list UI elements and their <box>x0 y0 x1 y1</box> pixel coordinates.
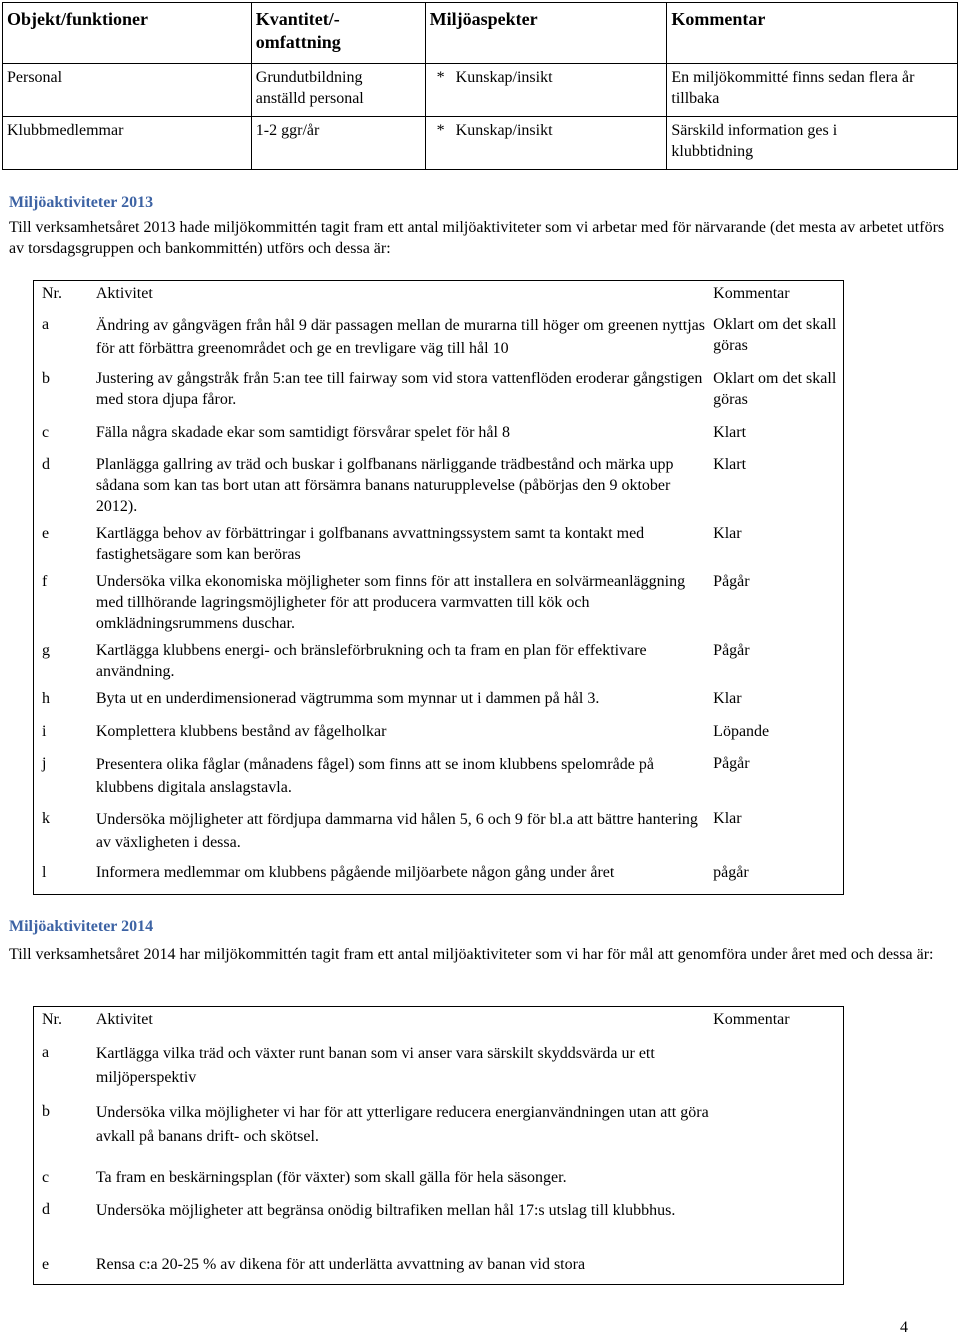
row-aktivitet: Presentera olika fåglar (månadens fågel) som finns att se inom klubbens spelområde på klubbens digitala anslagstavla. <box>95 755 654 796</box>
cell-kvantitet: 1-2 ggr/år <box>251 117 425 170</box>
header-kommentar: Kommentar <box>713 1011 790 1028</box>
asterisk-bullet: * <box>436 122 445 139</box>
page-number: 4 <box>900 1319 908 1336</box>
row-aktivitet: Informera medlemmar om klubbens pågående miljöarbete någon gång under året <box>95 863 615 881</box>
row-kommentar: Klart <box>713 423 747 441</box>
row-aktivitet: Byta ut en underdimensionerad vägtrumma som mynnar ut i dammen på hål 3. <box>95 689 600 707</box>
row-nr: b <box>42 1102 50 1120</box>
table-row <box>34 1199 844 1254</box>
table-row <box>34 753 844 808</box>
header-aktivitet: Aktivitet <box>95 1011 153 1028</box>
row-nr: f <box>42 572 48 590</box>
table-row <box>34 688 844 721</box>
row-kommentar: Löpande <box>713 722 770 740</box>
table-row <box>34 808 844 862</box>
row-nr: k <box>42 809 50 827</box>
row-kommentar: Pågår <box>713 641 750 659</box>
row-aktivitet: Undersöka möjligheter att fördjupa dammarna vid hålen 5, 6 och 9 för bl.a att bättre hantering av växligheten i dessa. <box>95 810 698 851</box>
row-nr: c <box>42 1168 50 1186</box>
aspekt-text: Kunskap/insikt <box>455 69 553 86</box>
header-objekt: Objekt/funktioner <box>3 3 252 64</box>
row-kommentar: Oklart om det skall göras <box>713 369 837 408</box>
row-nr: d <box>42 1200 50 1218</box>
row-nr: e <box>42 524 50 542</box>
aspects-row-klubbmedlemmar <box>3 117 958 170</box>
table-row <box>34 1254 844 1285</box>
row-nr: e <box>42 1255 50 1273</box>
row-aktivitet: Justering av gångstråk från 5:an tee till fairway som vid stora vattenflöden eroderar gångstigen med stora djupa fåror. <box>95 369 703 408</box>
header-kommentar: Kommentar <box>667 3 958 64</box>
cell-objekt: Klubbmedlemmar <box>3 117 252 170</box>
aspects-header-row <box>3 3 958 64</box>
row-aktivitet: Undersöka möjligheter att begränsa onödig biltrafiken mellan hål 17:s utslag till klubbhus. <box>95 1201 676 1219</box>
table-row <box>34 1167 844 1199</box>
section-intro-2013: Till verksamhetsåret 2013 hade miljökommittén tagit fram ett antal miljöaktiviteter som vi arbetar med för närvarande (det mesta av arbetet utförs av torsdagsgruppen och bankommittén) utförs och dessa är: <box>9 219 945 257</box>
header-kvantitet: Kvantitet/- omfattning <box>251 3 425 64</box>
header-nr: Nr. <box>42 285 62 302</box>
row-kommentar <box>713 1199 843 1254</box>
row-nr: l <box>42 863 47 881</box>
row-nr: a <box>42 315 50 333</box>
row-nr: i <box>42 722 47 740</box>
table-row <box>34 571 844 640</box>
table-row <box>34 368 844 422</box>
header-miljoaspekter: Miljöaspekter <box>425 3 667 64</box>
header-kommentar: Kommentar <box>713 285 790 302</box>
table-row <box>34 422 844 454</box>
row-nr: c <box>42 423 50 441</box>
activities-table-2013 <box>33 280 844 895</box>
row-kommentar <box>713 1101 843 1167</box>
table-row <box>34 523 844 571</box>
cell-aspekt <box>425 64 667 117</box>
row-aktivitet: Kartlägga vilka träd och växter runt banan som vi anser vara särskilt skyddsvärda ur ett miljöperspektiv <box>95 1044 655 1086</box>
aspects-row-personal <box>3 64 958 117</box>
row-nr: g <box>42 641 50 659</box>
activities-header-row <box>34 1007 844 1042</box>
cell-kvantitet: Grundutbildning anställd personal <box>251 64 425 117</box>
row-kommentar <box>713 1042 843 1101</box>
header-aktivitet: Aktivitet <box>95 285 153 302</box>
activities-table-2014 <box>33 1006 844 1285</box>
row-aktivitet: Undersöka vilka ekonomiska möjligheter som finns för att installera en solvärmeanläggning med tillhörande lagringsmöjligheter för att producera varmvatten till kök och omklädningsrummens duschar. <box>95 572 686 632</box>
table-row <box>34 1101 844 1167</box>
table-row <box>34 862 844 895</box>
row-kommentar: Klart <box>713 455 747 473</box>
section-title-2013: Miljöaktiviteter 2013 <box>9 194 154 211</box>
row-kommentar: pågår <box>713 863 749 881</box>
row-nr: d <box>42 455 50 473</box>
table-row <box>34 454 844 523</box>
row-kommentar: Pågår <box>713 572 750 590</box>
row-kommentar: Klar <box>713 524 742 542</box>
aspects-table <box>2 2 958 170</box>
cell-kommentar: Särskild information ges i klubbtidning <box>667 117 958 170</box>
cell-kommentar: En miljökommitté finns sedan flera år tillbaka <box>667 64 958 117</box>
row-nr: b <box>42 369 50 387</box>
row-aktivitet: Fälla några skadade ekar som samtidigt försvårar spelet för hål 8 <box>95 423 510 441</box>
row-nr: a <box>42 1043 50 1061</box>
aspekt-text: Kunskap/insikt <box>455 122 553 139</box>
activities-header-row <box>34 281 844 314</box>
table-row <box>34 1042 844 1101</box>
row-kommentar: Klar <box>713 809 742 827</box>
row-aktivitet: Planlägga gallring av träd och buskar i golfbanans närliggande trädbestånd och märka upp sådana som kan tas bort utan att försämra banans naturupplevelse (påbörjas den 9 oktober 2012). <box>95 455 674 515</box>
section-intro-2014: Till verksamhetsåret 2014 har miljökommittén tagit fram ett antal miljöaktiviteter som vi har för mål att genomföra under året med och dessa är: <box>9 946 934 963</box>
row-aktivitet: Undersöka vilka möjligheter vi har för att ytterligare reducera energianvändningen utan att göra avkall på banans drift- och skötsel. <box>95 1103 709 1145</box>
row-kommentar <box>713 1167 843 1199</box>
asterisk-bullet: * <box>436 69 445 86</box>
row-aktivitet: Kartlägga behov av förbättringar i golfbanans avvattningssystem samt ta kontakt med fastighetsägare som kan beröras <box>95 524 645 563</box>
row-kommentar <box>713 1254 843 1285</box>
row-kommentar: Klar <box>713 689 742 707</box>
row-aktivitet: Ändring av gångvägen från hål 9 där passagen mellan de murarna till höger om greenen nyttjas för att förbättra greenområdet och ge en trevligare väg till hål 10 <box>95 316 705 357</box>
row-kommentar: Oklart om det skall göras <box>713 315 837 354</box>
table-row <box>34 721 844 753</box>
cell-objekt: Personal <box>3 64 252 117</box>
row-aktivitet: Komplettera klubbens bestånd av fågelholkar <box>95 722 387 740</box>
row-nr: h <box>42 689 50 707</box>
row-aktivitet: Rensa c:a 20-25 % av dikena för att underlätta avvattning av banan vid stora <box>95 1255 586 1273</box>
header-nr: Nr. <box>42 1011 62 1028</box>
table-row <box>34 640 844 688</box>
table-row <box>34 314 844 368</box>
row-nr: j <box>42 754 47 772</box>
row-aktivitet: Ta fram en beskärningsplan (för växter) som skall gälla för hela säsonger. <box>95 1168 567 1186</box>
cell-aspekt <box>425 117 667 170</box>
row-aktivitet: Kartlägga klubbens energi- och bränsleförbrukning och ta fram en plan för effektivare användning. <box>95 641 647 680</box>
section-title-2014: Miljöaktiviteter 2014 <box>9 918 154 935</box>
row-kommentar: Pågår <box>713 754 750 772</box>
